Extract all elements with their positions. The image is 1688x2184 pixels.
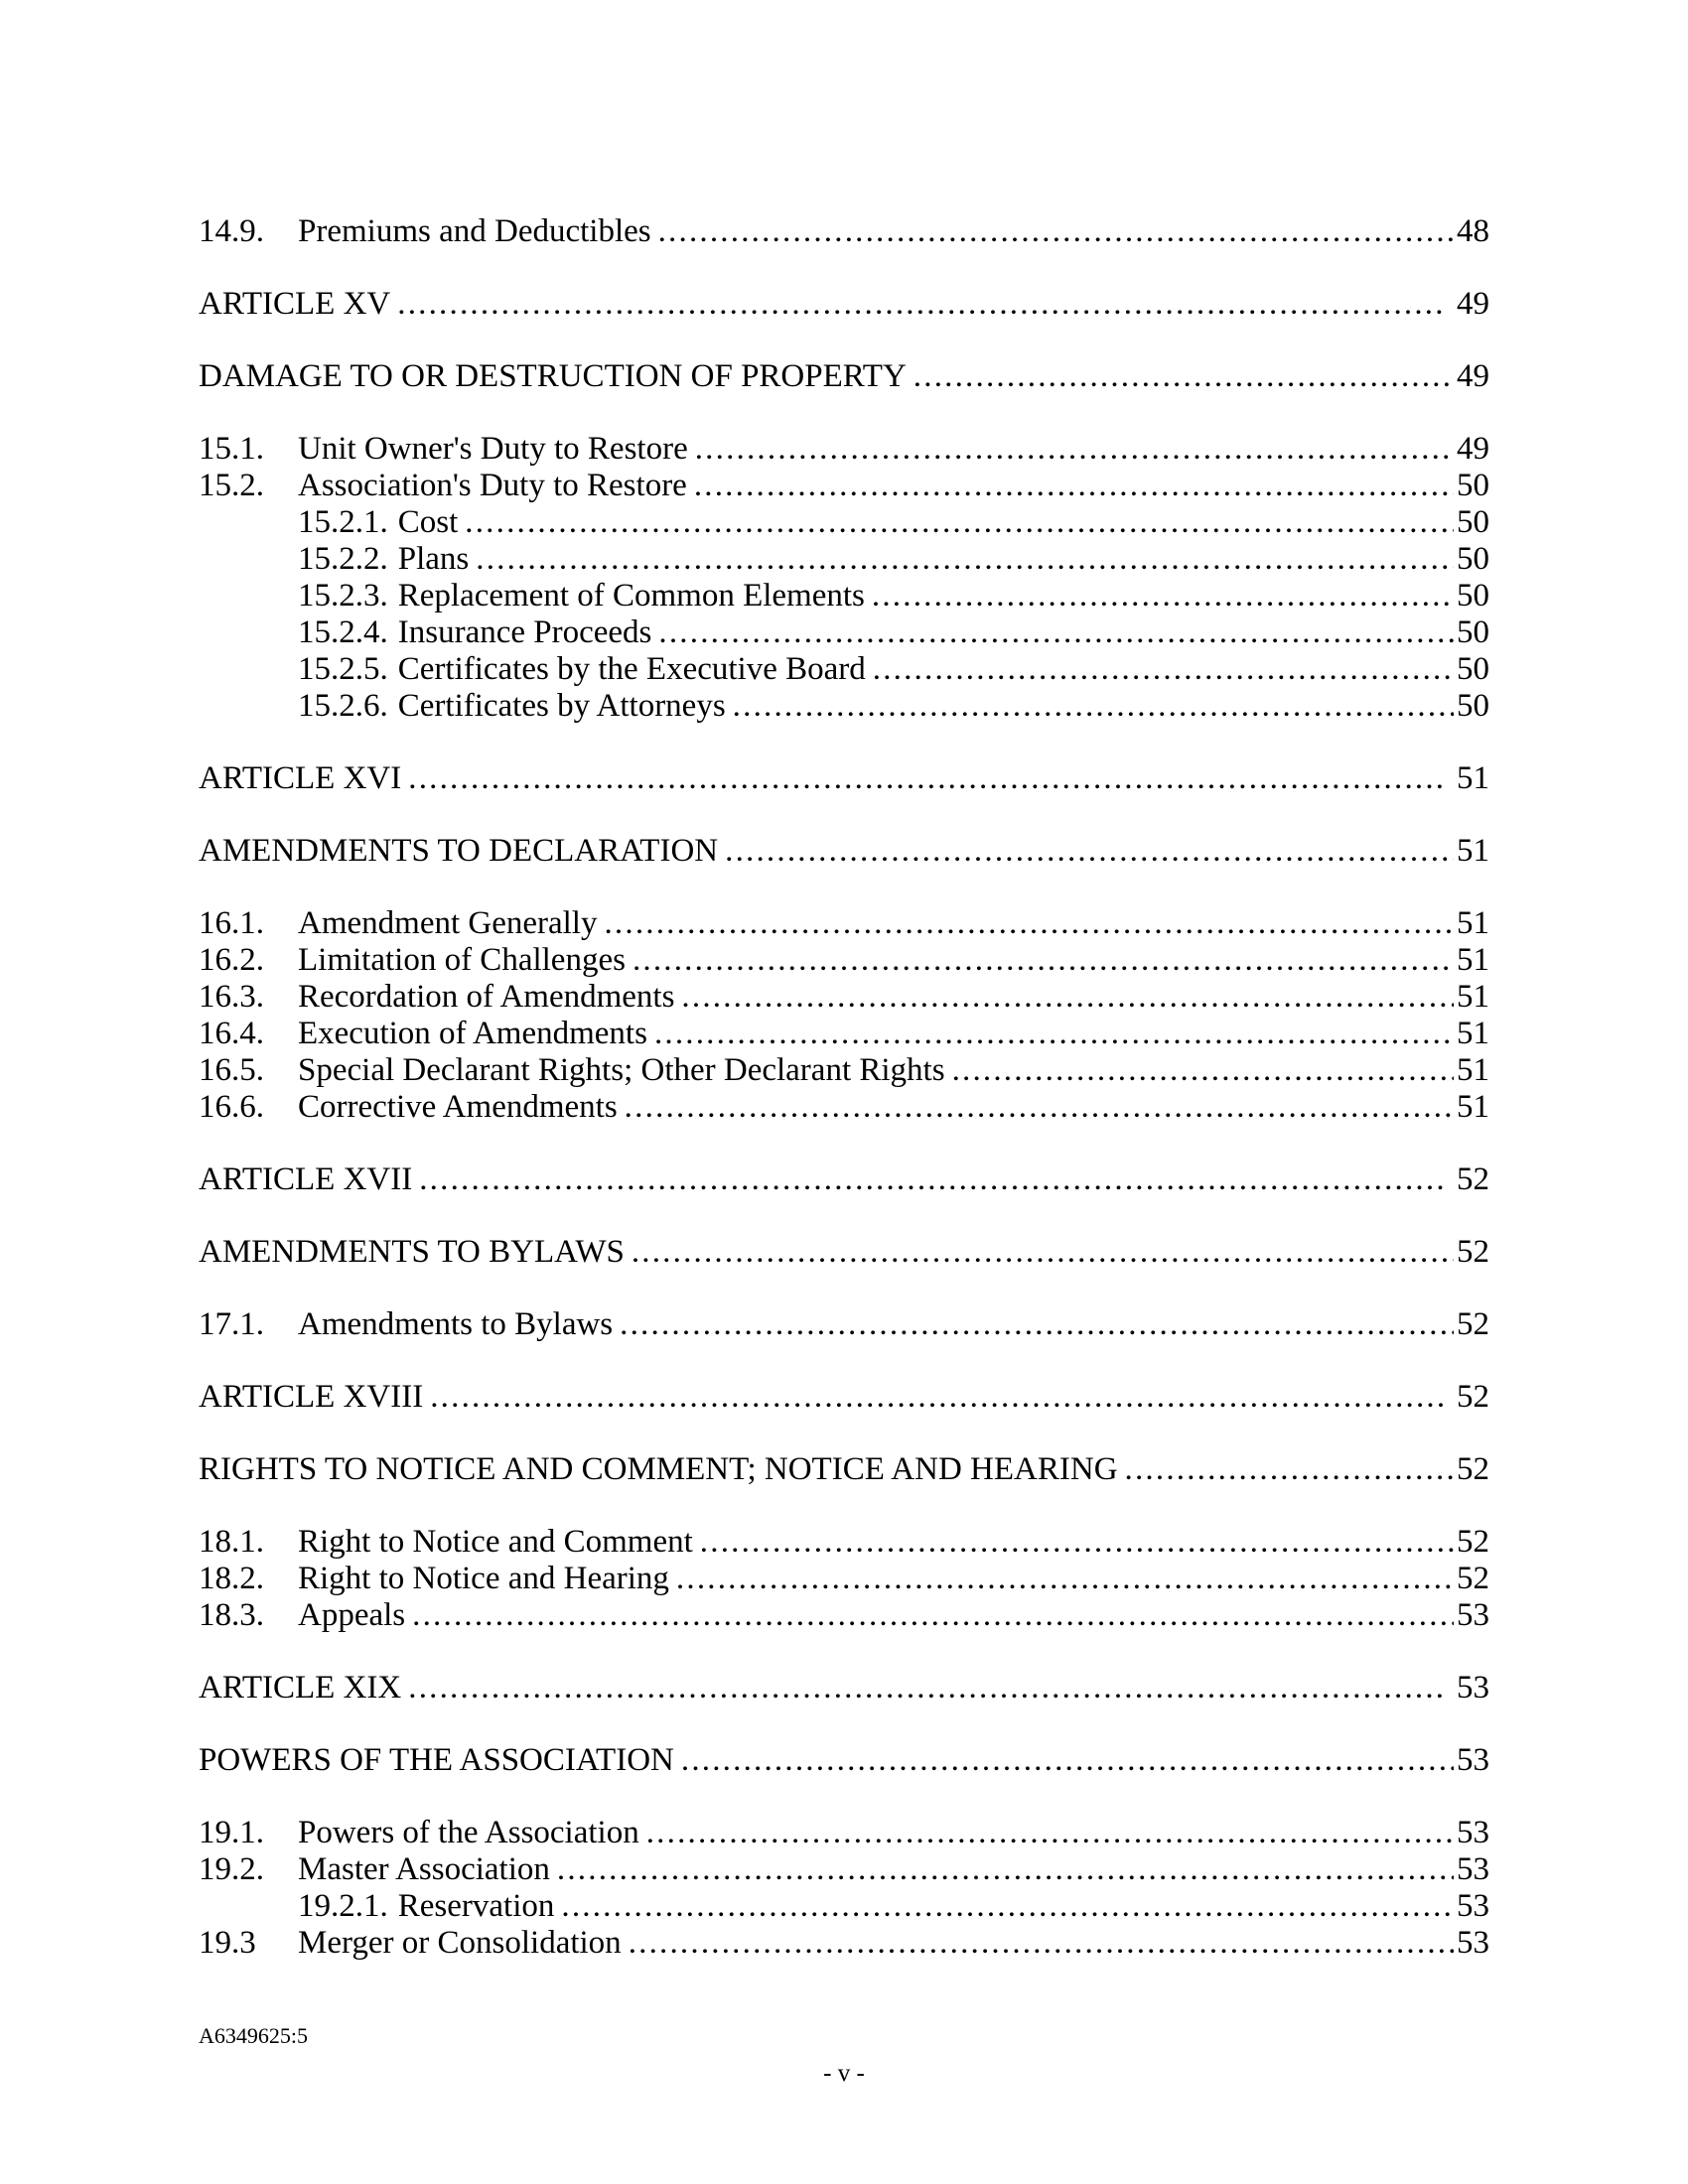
- dot-leader: [397, 286, 1443, 323]
- toc-entry-page: 50: [1457, 578, 1489, 614]
- toc-entry-number: 15.2.3.: [298, 578, 388, 614]
- dot-leader: [419, 1161, 1443, 1198]
- toc-entry-page: 51: [1457, 942, 1489, 978]
- toc-entry: [199, 1451, 1489, 1488]
- toc-entry-title: Premiums and Deductibles: [298, 213, 651, 249]
- toc-entry-title: Execution of Amendments: [298, 1016, 647, 1051]
- toc-entry-number: 15.2.: [199, 468, 264, 503]
- toc-entry-title: ARTICLE XVII: [199, 1161, 413, 1197]
- toc-entry-page: 53: [1457, 1925, 1489, 1961]
- toc-entry-number: 15.2.1.: [298, 504, 388, 540]
- footer-document-id: A6349625:5: [199, 2023, 308, 2048]
- toc-entry-number: 17.1.: [199, 1306, 264, 1342]
- toc-entry-number: 16.6.: [199, 1089, 264, 1125]
- toc-entry-number: 15.2.2.: [298, 541, 388, 577]
- dot-leader: [633, 942, 1454, 979]
- toc-entry-page: 52: [1457, 1524, 1489, 1560]
- toc-entry-title: Replacement of Common Elements: [397, 578, 865, 614]
- toc-entry-number: 19.1.: [199, 1815, 264, 1850]
- toc-entry-number: 14.9.: [199, 213, 264, 249]
- toc-entry: [199, 1815, 1489, 1851]
- toc-entry-title: DAMAGE TO OR DESTRUCTION OF PROPERTY: [199, 358, 907, 394]
- toc-entry-title: AMENDMENTS TO DECLARATION: [199, 833, 719, 869]
- dot-leader: [694, 468, 1454, 504]
- toc-entry-number: 18.1.: [199, 1524, 264, 1560]
- toc-entry: [199, 760, 1489, 797]
- toc-entry-title: Plans: [397, 541, 470, 577]
- toc-entry-number: 16.3.: [199, 979, 264, 1015]
- dot-leader: [604, 905, 1454, 942]
- dot-leader: [476, 541, 1454, 578]
- dot-leader: [412, 1597, 1454, 1634]
- toc-entry: [199, 1234, 1489, 1271]
- toc-entry: [199, 1161, 1489, 1198]
- toc-entry-title: Cost: [397, 504, 459, 540]
- toc-entry-title: Certificates by Attorneys: [397, 688, 726, 724]
- toc-entry-title: Reservation: [397, 1888, 555, 1924]
- dot-leader: [700, 1524, 1454, 1561]
- dot-leader: [873, 651, 1454, 688]
- toc-entry: [199, 1016, 1489, 1052]
- toc-entry-page: 51: [1457, 833, 1489, 869]
- dot-leader: [646, 1815, 1454, 1851]
- toc-entry: [199, 286, 1489, 323]
- dot-leader: [629, 1925, 1454, 1962]
- toc-entry-page: 51: [1457, 1016, 1489, 1051]
- toc-entry-title: ARTICLE XVI: [199, 760, 402, 796]
- toc-entry-page: 51: [1457, 979, 1489, 1015]
- toc-entry-page: 50: [1457, 504, 1489, 540]
- toc-entry-number: 19.2.1.: [298, 1888, 388, 1924]
- toc-entry: [199, 1597, 1489, 1634]
- toc-entry-title: Right to Notice and Comment: [298, 1524, 693, 1560]
- toc-entry-page: 51: [1457, 760, 1489, 796]
- dot-leader: [952, 1052, 1454, 1089]
- toc-entry-number: 15.2.5.: [298, 651, 388, 687]
- toc-entry-number: 16.2.: [199, 942, 264, 978]
- dot-leader: [695, 431, 1454, 468]
- toc-entry: [199, 1524, 1489, 1561]
- toc-entry-number: 19.2.: [199, 1851, 264, 1887]
- toc-entry-title: Amendments to Bylaws: [298, 1306, 614, 1342]
- toc-entry-number: 15.1.: [199, 431, 264, 467]
- toc-entry-number: 18.2.: [199, 1561, 264, 1596]
- toc-entry: [199, 1670, 1489, 1706]
- dot-leader: [681, 1742, 1454, 1779]
- toc-entry-number: 15.2.6.: [298, 688, 388, 724]
- toc-entry-page: 53: [1457, 1597, 1489, 1633]
- dot-leader: [408, 1670, 1443, 1706]
- dot-leader: [465, 504, 1454, 541]
- toc-entry: [199, 651, 1489, 688]
- dot-leader: [725, 833, 1454, 870]
- toc-entry: [199, 833, 1489, 870]
- toc-entry-page: 50: [1457, 541, 1489, 577]
- toc-entry: [199, 1052, 1489, 1089]
- toc-entry-title: RIGHTS TO NOTICE AND COMMENT; NOTICE AND HEARING: [199, 1451, 1118, 1487]
- toc-entry: [199, 504, 1489, 541]
- toc-entry-page: 52: [1457, 1561, 1489, 1596]
- toc-entry-page: 53: [1457, 1742, 1489, 1778]
- toc-entry: [199, 1742, 1489, 1779]
- dot-leader: [557, 1851, 1454, 1888]
- toc-entry: [199, 688, 1489, 725]
- toc-entry-page: 51: [1457, 1089, 1489, 1125]
- toc-list: [199, 213, 1489, 1962]
- toc-entry: [199, 1561, 1489, 1597]
- toc-entry: [199, 358, 1489, 395]
- dot-leader: [733, 688, 1454, 725]
- toc-entry: [199, 942, 1489, 979]
- toc-entry-title: POWERS OF THE ASSOCIATION: [199, 1742, 674, 1778]
- toc-entry: [199, 541, 1489, 578]
- toc-entry-title: Recordation of Amendments: [298, 979, 675, 1015]
- dot-leader: [620, 1306, 1454, 1343]
- toc-entry-page: 50: [1457, 688, 1489, 724]
- dot-leader: [625, 1089, 1454, 1126]
- dot-leader: [408, 760, 1443, 797]
- toc-entry: [199, 905, 1489, 942]
- toc-entry-title: ARTICLE XV: [199, 286, 391, 322]
- toc-entry-page: 52: [1457, 1451, 1489, 1487]
- toc-entry-title: AMENDMENTS TO BYLAWS: [199, 1234, 625, 1270]
- toc-entry-title: ARTICLE XVIII: [199, 1379, 424, 1415]
- dot-leader: [1125, 1451, 1454, 1488]
- toc-entry: [199, 1888, 1489, 1925]
- toc-entry-title: Master Association: [298, 1851, 550, 1887]
- toc-entry-title: Merger or Consolidation: [298, 1925, 622, 1961]
- toc-entry-page: 52: [1457, 1161, 1489, 1197]
- toc-entry-title: Appeals: [298, 1597, 406, 1633]
- toc-entry-page: 50: [1457, 468, 1489, 503]
- toc-entry-page: 52: [1457, 1234, 1489, 1270]
- toc-entry-page: 49: [1457, 286, 1489, 322]
- dot-leader: [676, 1561, 1454, 1597]
- toc-entry-page: 50: [1457, 614, 1489, 650]
- toc-entry: [199, 1306, 1489, 1343]
- toc-entry-page: 53: [1457, 1815, 1489, 1850]
- toc-entry-page: 49: [1457, 431, 1489, 467]
- dot-leader: [561, 1888, 1454, 1925]
- toc-entry-title: Powers of the Association: [298, 1815, 639, 1850]
- dot-leader: [430, 1379, 1443, 1416]
- toc-entry-number: 15.2.4.: [298, 614, 388, 650]
- toc-entry-title: Corrective Amendments: [298, 1089, 618, 1125]
- toc-entry-page: 51: [1457, 905, 1489, 941]
- toc-entry-title: ARTICLE XIX: [199, 1670, 402, 1706]
- toc-entry: [199, 213, 1489, 250]
- toc-entry: [199, 578, 1489, 614]
- toc-entry-title: Amendment Generally: [298, 905, 598, 941]
- toc-entry-number: 16.4.: [199, 1016, 264, 1051]
- toc-entry-title: Certificates by the Executive Board: [397, 651, 866, 687]
- toc-entry-page: 50: [1457, 651, 1489, 687]
- toc-entry-number: 18.3.: [199, 1597, 264, 1633]
- toc-entry-page: 52: [1457, 1306, 1489, 1342]
- footer-page-marker: - v -: [823, 2060, 865, 2087]
- dot-leader: [658, 614, 1454, 651]
- toc-entry-page: 48: [1457, 213, 1489, 249]
- toc-entry: [199, 1379, 1489, 1416]
- toc-entry-title: Association's Duty to Restore: [298, 468, 687, 503]
- toc-entry: [199, 1851, 1489, 1888]
- toc-entry-title: Insurance Proceeds: [397, 614, 652, 650]
- toc-entry-title: Right to Notice and Hearing: [298, 1561, 669, 1596]
- toc-entry-page: 51: [1457, 1052, 1489, 1088]
- toc-entry: [199, 979, 1489, 1016]
- toc-entry-title: Special Declarant Rights; Other Declarant Rights: [298, 1052, 945, 1088]
- toc-entry: [199, 468, 1489, 504]
- toc-entry-page: 52: [1457, 1379, 1489, 1415]
- toc-entry-number: 16.5.: [199, 1052, 264, 1088]
- dot-leader: [658, 213, 1454, 250]
- toc-entry-title: Unit Owner's Duty to Restore: [298, 431, 688, 467]
- toc-entry-number: 19.3: [199, 1925, 256, 1961]
- dot-leader: [872, 578, 1454, 614]
- toc-entry-number: 16.1.: [199, 905, 264, 941]
- toc-entry-page: 53: [1457, 1670, 1489, 1706]
- toc-entry-page: 53: [1457, 1851, 1489, 1887]
- toc-entry-title: Limitation of Challenges: [298, 942, 626, 978]
- toc-entry: [199, 1925, 1489, 1962]
- toc-entry: [199, 431, 1489, 468]
- dot-leader: [654, 1016, 1454, 1052]
- dot-leader: [681, 979, 1454, 1016]
- dot-leader: [632, 1234, 1454, 1271]
- toc-entry: [199, 614, 1489, 651]
- dot-leader: [914, 358, 1454, 395]
- toc-entry-page: 49: [1457, 358, 1489, 394]
- toc-entry: [199, 1089, 1489, 1126]
- toc-entry-page: 53: [1457, 1888, 1489, 1924]
